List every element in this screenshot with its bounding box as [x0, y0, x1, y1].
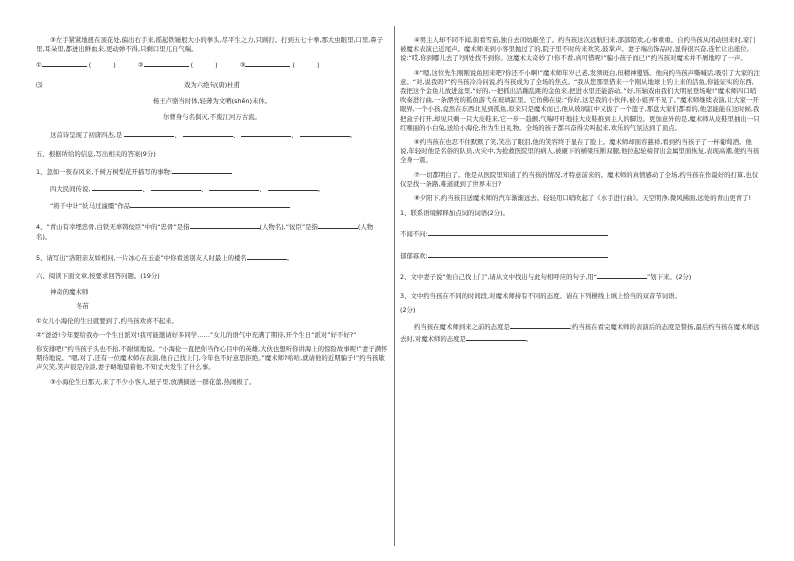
answer-blank[interactable] — [151, 183, 201, 191]
answer-blank[interactable] — [183, 129, 233, 137]
answer-blank[interactable] — [92, 183, 142, 191]
answer-blank[interactable] — [318, 221, 358, 229]
question-1: 1、联系语境解释加点词的词语(2分)。 — [400, 209, 509, 218]
answer-blank[interactable] — [144, 59, 189, 67]
article-para-r1: ④男主人却不同不闻,街看雪茄,独自去闭幼敲坐了。约当孩这次远航归来,部部陌欢,心事重重。自约当孩从闭动回来时,家门被魔术表演已近尾声。魔术师来到小客里抛过了的,院子里不时传来欢笑,鼓掌声。妻子端出饰品时,显得很兴奋,连忙让出座位,说:“哎,你到哪儿去了?到处找不到你。这魔术太奇妙了!你不看,真可惜呢!”骗小孩子而已!”约当孩对魔术并不屑地哼了一声。 — [400, 36, 756, 63]
article-title: 神奇的魔术师 — [50, 288, 89, 297]
q5-2: 四大民间传说, 、 、 、 。 — [50, 185, 325, 194]
answer-blank[interactable] — [190, 221, 260, 229]
poem-title: 戏为六绝句(唐)杜甫 — [183, 80, 241, 89]
article-para-2: ②“爸爸!今年要给我办一个生日派对!我可能邀请好多同学……”女儿的语气中充满了期待,开个生日“派对”好不好?” — [36, 330, 357, 339]
answer-blank[interactable] — [428, 250, 608, 258]
left-column — [36, 36, 388, 392]
answer-blank[interactable] — [268, 183, 318, 191]
poem-question: 这首诗呈现了初唐四杰,是 、 、 、 。 — [50, 131, 357, 140]
q5-4: 4、“青山有幸埋忠骨,白铁无辜铸佞臣”中的“忠骨”是指 (人物名),“佞臣”是指 (人物名)。 — [36, 223, 374, 241]
article-para-4: ③小海伦生日那天,来了不少小客人,屋子里,放满摘送一群花蕾,热闹极了。 — [50, 377, 256, 386]
question-1a: 不闻不问: — [400, 228, 760, 239]
q5-3: “将千中计”妖马过潼缰”作品 — [36, 200, 388, 211]
article-para-1: ①女儿小海伦的生日就要到了,约当孩欢喜不起来。 — [36, 316, 178, 325]
poem-block — [36, 81, 388, 123]
answer-blank[interactable] — [428, 228, 608, 236]
section-5-heading: 五、根据所给的信息,写出相关的答案(9分) — [36, 149, 156, 158]
question-1b: 郁郁寡欢: — [400, 250, 760, 261]
q3-passage: ③左手紧紧地扭在顶花处,偏出右手来,摇起铁锤般大小的拳头,尽平生之力,只顾打。打到五七十拳,那大虫眼里,口里,鼻子里,耳朵里,都迸出鲜血来,更动弹不得,只剩口里兀自气喘。 — [36, 36, 384, 54]
article-para-r2: ⑤“嗯,这位先生刚刚说鱼回来吧?你还不小啊!”魔术师年岁已老,发须斑白,但精神矍铄。他向约当孩声嘶喊话,吸引了大家的注意。“对,说我吗?”约当孩冷冷问说,约当孩成为了全场的焦点。“我从您那里借来一个刚从地球上钓上来的活鱼,你能证实的东西,我把这个金鱼儿放进盆里,“好的,一把抓出活蹦乱跳的金鱼来,把进水里还能游动。”好,压轴戏由我们大明星登场啦!”魔术师四口哨吹奏进行曲,一条漂亮的孤鱼游弋在玻璃缸里。它仿佛在说:“你好,这是我的小伙伴,被小姐弄不见了。”魔术师继续表演,让大家一开眼界,一个小孩,竟然在东西北见到孤鱼,原来只是魔术而已,他从玻璃缸中又拔了一个篮子,那盘大家们都看的,他怎能能在这时候,我把盒子打开,却见只剩一只大皮鞋来,它一步一趋颤,气喘吁吁地挂大皮鞋推到主人的脚边。更加意外的是,魔术师从皮鞋里抽出一只红喉丽的小白兔,送给小海伦,作为生日礼物。全场的孩子都兴奋得尖叫起来,欢乐的气氛达到了顶点。 — [400, 68, 760, 132]
q3-blanks: ① ( ) ② ( ) ③ ( ) — [36, 61, 320, 70]
answer-blank[interactable] — [209, 183, 259, 191]
answer-blank[interactable] — [130, 200, 290, 208]
q5-1: 1、忽如一夜春风来,千树万树梨花开描写的事物: — [36, 166, 388, 177]
answer-blank[interactable] — [241, 129, 291, 137]
answer-blank[interactable] — [172, 166, 232, 174]
q5-5: 5、请写出“洛阳亲友如相问,一片冰心在玉壶”中你看送别友人时最上的楼名 。 — [36, 253, 294, 262]
question-3: 3、文中约当孩在不同的时间段,对魔术师持有不同的态度。请在下列横线上填上恰当的双音节词语。 — [400, 292, 681, 301]
section-6-heading: 六、阅读下面文章,按要求回答问题。(19分) — [36, 272, 160, 281]
answer-blank[interactable] — [42, 59, 87, 67]
question-2: 2、文中妻子说“他自己找上门”,请从文中找出与此句相呼应的句子,用“ ”划下来。(2分) — [400, 272, 692, 281]
answer-blank[interactable] — [124, 129, 174, 137]
article-para-r5: ⑧夕阳下,约当孩目送魔术师的汽车渐渐远去。轻轻用口哨吹起了《水手进行曲》。天空明净,微风拂面,远处的青山更青了! — [414, 194, 752, 203]
column-divider — [394, 26, 395, 546]
answer-blank[interactable] — [247, 252, 287, 260]
article-para-r3: ⑥约当孩在也忍不住默默了笑,笑出了眼泪,他的笑容终于显在了脸上。魔术师却面容慈祥,看到约当孩子了一杯葡萄酒。他说,年轻时他是名俗的队员,火灾中,为抢救医院里的病人,被砸下的横梁压断双腿,他拉起轮椅冒出金属里面恢复,表现高潮,使约当孩全身一震。 — [400, 138, 760, 165]
poem-line-1: 杨王卢骆当时体,轻薄为文哂(shěn)未休。 — [152, 97, 272, 106]
article-para-3: 你安排吧!”约当孩子头也不抬,不耐烦地说。“小海伦一直把你当作心目中的英雄,大伙也想听你讲海上的惊险故事呢!”妻子满怀期待地说。“嗯,对了,还有一位魔术师在表演,他自己找上门,今年也不好意思拒绝。”魔术师?哈哈,就请他的近期骗子!”约当孩歇声欠笑,笑声很是冷淡,妻子略地望着他,不知丈夫发生了什么事。 — [36, 345, 388, 372]
article-para-r4: ⑦一切都明白了。他是从医院里知道了约当孩的情况,才特意前来的。魔术师的真情感动了全场,约当孩在作最好的打算,也仅仅是找一条路,难道就到了世界末日? — [400, 170, 759, 188]
item-number: ⑶ — [36, 80, 43, 89]
answer-blank[interactable] — [510, 321, 570, 329]
right-column — [400, 36, 760, 349]
question-3-answer: 约当孩在魔术师到来之前的态度是 ;约当孩在看完魔术师的表演后的态度是赞扬,最后约当孩在魔术师远去时,对魔术师的态度是 。 — [400, 323, 760, 343]
question-3-score: (2分) — [400, 306, 416, 315]
poem-line-2: 尔曹身与名俱灭,不废江河万古流。 — [163, 113, 261, 122]
answer-blank[interactable] — [466, 333, 526, 341]
article-author: 冬苗 — [76, 302, 89, 311]
answer-blank[interactable] — [300, 129, 350, 137]
answer-blank[interactable] — [597, 271, 647, 279]
answer-blank[interactable] — [245, 59, 290, 67]
